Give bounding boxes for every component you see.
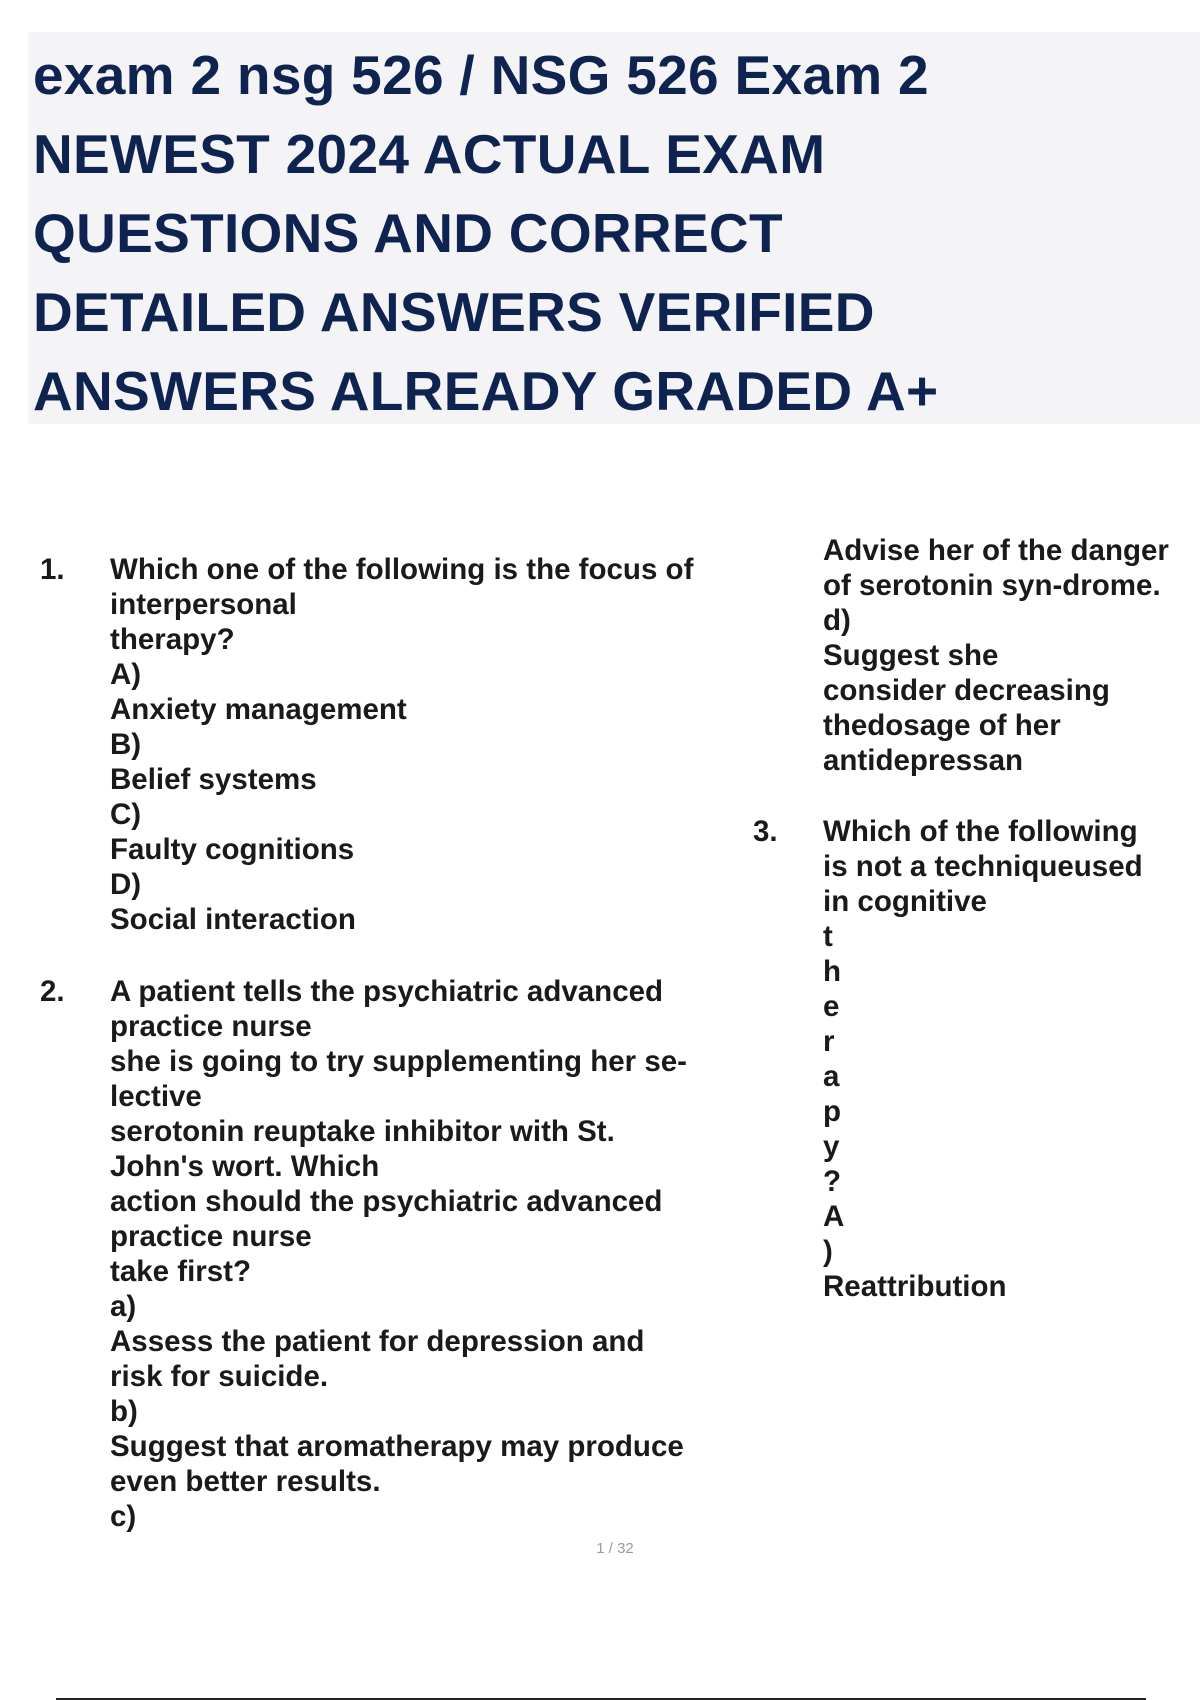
question-text: action should the psychiatric advanced (110, 1185, 663, 1218)
question-text: h (823, 955, 842, 988)
option-text: Advise her of the danger (823, 534, 1169, 567)
question-text: practice nurse (110, 1220, 312, 1253)
question-text: y (823, 1130, 840, 1163)
question-text: a (823, 1060, 840, 1093)
option-text: Suggest she (823, 639, 999, 672)
question-text: e (823, 990, 840, 1023)
title-line: QUESTIONS AND CORRECT (33, 202, 783, 264)
title-line: DETAILED ANSWERS VERIFIED (33, 281, 875, 343)
title-line: exam 2 nsg 526 / NSG 526 Exam 2 (33, 44, 929, 106)
question-text: therapy? (110, 623, 235, 656)
option-text: thedosage of her (823, 709, 1061, 742)
question-text: r (823, 1025, 835, 1058)
question-text: A patient tells the psychiatric advanced (110, 975, 664, 1008)
option-text: risk for suicide. (110, 1360, 329, 1393)
option-text: Suggest that aromatherapy may produce (110, 1430, 684, 1463)
option-letter: a) (110, 1290, 137, 1323)
option-letter: A) (110, 658, 142, 691)
question-text: practice nurse (110, 1010, 312, 1043)
question-text: John's wort. Which (110, 1150, 380, 1183)
option-letter: A (823, 1200, 845, 1233)
option-text: of serotonin syn-drome. (823, 569, 1161, 602)
option-text: even better results. (110, 1465, 381, 1498)
option-letter: D) (110, 868, 142, 901)
question-text: Which one of the following is the focus of (110, 553, 694, 586)
question-text: ? (823, 1165, 842, 1198)
option-letter: b) (110, 1395, 138, 1428)
page-number: 1 / 32 (596, 1540, 634, 1557)
question-text: serotonin reuptake inhibitor with St. (110, 1115, 615, 1148)
option-text: Belief systems (110, 763, 317, 796)
title-line: NEWEST 2024 ACTUAL EXAM (33, 123, 826, 185)
option-text: Social interaction (110, 903, 356, 936)
option-letter: ) (823, 1235, 833, 1268)
option-text: consider decreasing (823, 674, 1110, 707)
option-text: Reattribution (823, 1270, 1007, 1303)
title-line: ANSWERS ALREADY GRADED A+ (33, 360, 939, 422)
option-letter: C) (110, 798, 142, 831)
question-text: t (823, 920, 833, 953)
question-text: Which of the following (823, 815, 1138, 848)
question-text: p (823, 1095, 842, 1128)
question-text: take first? (110, 1255, 251, 1288)
question-number: 2. (40, 975, 65, 1008)
question-text: in cognitive (823, 885, 987, 918)
question-number: 3. (753, 815, 778, 848)
option-text: antidepressan (823, 744, 1024, 777)
option-letter: B) (110, 728, 142, 761)
question-text: is not a techniqueused (823, 850, 1143, 883)
question-number: 1. (40, 553, 65, 586)
question-text: lective (110, 1080, 202, 1113)
option-text: Anxiety management (110, 693, 407, 726)
question-text: she is going to try supplementing her se- (110, 1045, 687, 1078)
option-letter: c) (110, 1500, 137, 1533)
question-text: interpersonal (110, 588, 297, 621)
option-text: Assess the patient for depression and (110, 1325, 645, 1358)
option-text: Faulty cognitions (110, 833, 355, 866)
option-letter: d) (823, 604, 851, 637)
